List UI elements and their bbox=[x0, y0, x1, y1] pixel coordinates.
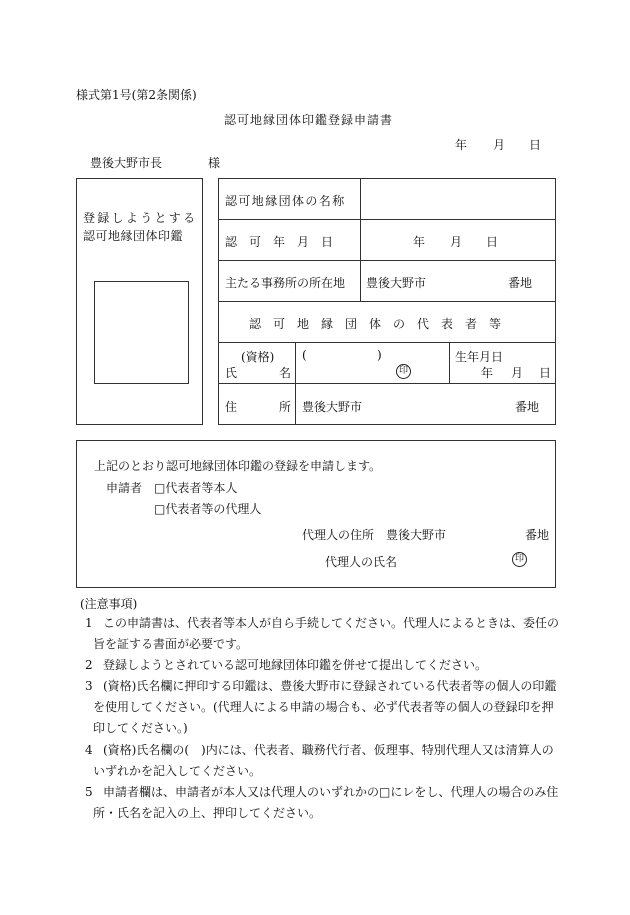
approval-date-label: 認 可 年 月 日 bbox=[225, 235, 334, 249]
date-month: 月 bbox=[493, 138, 506, 152]
approval-month: 月 bbox=[450, 235, 463, 249]
seal-impression-area[interactable] bbox=[94, 281, 189, 384]
group-name-label: 認可地縁団体の名称 bbox=[225, 194, 346, 208]
note-text: (資格)氏名欄に押印する印鑑は、豊後大野市に登録されている代表者等の個人の印鑑を使用してください。(代理人による申請の場合も、必ず代表者等の個人の登録印を押印してください。) bbox=[93, 679, 557, 735]
note-text: この申請書は、代表者等本人が自ら手続してください。代理人によるときは、委任の旨を証する書面が必要です。 bbox=[93, 616, 560, 651]
applicant-label: 申請者 bbox=[106, 481, 143, 495]
table-rule bbox=[218, 301, 556, 302]
note-item bbox=[85, 613, 563, 655]
qualification-label: (資格) bbox=[241, 350, 275, 364]
paren-close: ) bbox=[377, 348, 382, 362]
agent-name-label: 代理人の氏名 bbox=[325, 555, 398, 569]
note-item bbox=[85, 782, 563, 824]
note-item bbox=[85, 676, 563, 739]
seal-box-label-1: 登録しようとする bbox=[83, 211, 198, 225]
option-agent-checkbox[interactable]: □代表者等の代理人 bbox=[154, 502, 262, 516]
note-number: 4 bbox=[85, 743, 93, 757]
agent-address-banchi: 番地 bbox=[525, 528, 550, 542]
approval-day: 日 bbox=[486, 235, 499, 249]
seal-mark-icon: 印 bbox=[396, 364, 411, 379]
birth-year: 年 bbox=[481, 366, 494, 380]
note-item bbox=[85, 740, 563, 782]
table-divider bbox=[295, 342, 296, 425]
honorific: 様 bbox=[208, 156, 221, 170]
table-rule bbox=[218, 260, 556, 261]
note-number: 1 bbox=[85, 616, 93, 630]
seal-box-label-2: 認可地縁団体印鑑 bbox=[83, 229, 184, 243]
office-banchi: 番地 bbox=[508, 276, 533, 290]
application-statement: 上記のとおり認可地縁団体印鑑の登録を申請します。 bbox=[94, 459, 382, 473]
note-number: 5 bbox=[85, 785, 93, 799]
name-label-2: 名 bbox=[279, 366, 292, 380]
page-title: 認可地縁団体印鑑登録申請書 bbox=[224, 113, 394, 127]
note-text: 申請者欄は、申請者が本人又は代理人のいずれかの□にレをし、代理人の場合のみ住所・氏名を記入の上、押印してください。 bbox=[93, 785, 559, 820]
notes-heading: (注意事項) bbox=[80, 597, 138, 611]
group-name-field[interactable] bbox=[362, 180, 554, 218]
agent-seal-mark-icon: 印 bbox=[512, 552, 527, 567]
address-label-1: 住 bbox=[225, 400, 238, 414]
birth-label: 生年月日 bbox=[455, 350, 504, 364]
birth-month: 月 bbox=[511, 366, 524, 380]
name-label-1: 氏 bbox=[225, 366, 238, 380]
note-text: 登録しようとされている認可地縁団体印鑑を併せて提出してください。 bbox=[103, 658, 488, 672]
table-divider bbox=[360, 178, 361, 301]
paren-open: ( bbox=[302, 348, 307, 362]
note-text: (資格)氏名欄の( )内には、代表者、職務代行者、仮理事、特別代理人又は清算人のいずれかを記入してください。 bbox=[93, 743, 554, 778]
agent-address-city: 豊後大野市 bbox=[386, 528, 447, 542]
address-banchi: 番地 bbox=[515, 400, 540, 414]
address-label-2: 所 bbox=[279, 400, 292, 414]
office-city: 豊後大野市 bbox=[366, 276, 427, 290]
office-label: 主たる事務所の所在地 bbox=[225, 276, 346, 290]
approval-year: 年 bbox=[413, 235, 426, 249]
note-item bbox=[85, 655, 563, 676]
table-divider bbox=[449, 342, 450, 383]
representative-header: 認 可 地 縁 団 体 の 代 表 者 等 bbox=[249, 317, 502, 331]
addressee: 豊後大野市長 bbox=[90, 156, 163, 170]
date-year: 年 bbox=[455, 138, 468, 152]
note-number: 2 bbox=[85, 658, 93, 672]
birth-day: 日 bbox=[539, 366, 552, 380]
agent-address-label: 代理人の住所 bbox=[302, 528, 375, 542]
date-day: 日 bbox=[529, 138, 542, 152]
table-rule bbox=[218, 383, 556, 384]
option-self-checkbox[interactable]: □代表者等本人 bbox=[154, 481, 238, 495]
table-rule bbox=[218, 219, 556, 220]
form-number: 様式第1号(第2条関係) bbox=[76, 88, 197, 102]
address-city: 豊後大野市 bbox=[302, 400, 363, 414]
note-number: 3 bbox=[85, 679, 93, 693]
table-rule bbox=[218, 342, 556, 343]
